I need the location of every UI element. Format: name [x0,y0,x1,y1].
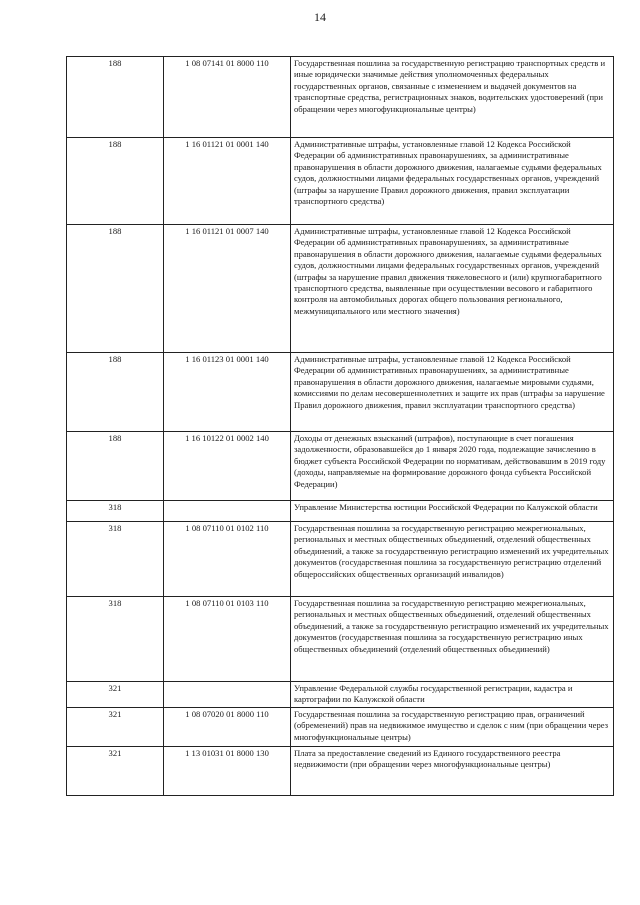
table-row [67,432,614,501]
budget-code-cell: 1 16 01123 01 0001 140 [164,353,291,432]
table-row [67,501,614,522]
revenue-name-cell: Государственная пошлина за государственную регистрацию межрегиональных, региональных и местных общественных объединений, отделений общественных объединений, а также за государственную регистрацию изменений их учредительных документов (государственная пошлина за государственную регистрацию отделений общероссийских общественных организаций инвалидов) [291,522,614,597]
admin-code-cell: 321 [67,707,164,746]
table-row [67,597,614,682]
admin-code-cell: 188 [67,432,164,501]
budget-code-cell: 1 08 07020 01 8000 110 [164,707,291,746]
admin-code-cell: 188 [67,138,164,225]
budget-code-cell [164,682,291,708]
admin-code-cell: 188 [67,353,164,432]
administrator-name-cell: Управление Министерства юстиции Российской Федерации по Калужской области [291,501,614,522]
revenue-name-cell: Доходы от денежных взысканий (штрафов), поступающие в счет погашения задолженности, образовавшейся до 1 января 2020 года, подлежащие зачислению в бюджет субъекта Российской Федерации по нормативам, действовавшим в 2019 году (доходы, направляемые на формирование дорожного фонда субъекта Российской Федерации) [291,432,614,501]
table-row [67,522,614,597]
revenue-name-cell: Административные штрафы, установленные главой 12 Кодекса Российской Федерации об административных правонарушениях, за административные правонарушения в области дорожного движения, налагаемые судьями федеральных судов, должностными лицами федеральных государственных органов, учреждений (штрафы за нарушение Правил дорожного движения, правил эксплуатации транспортного средства) [291,138,614,225]
admin-code-cell: 188 [67,57,164,138]
table-row [67,682,614,708]
budget-code-cell: 1 13 01031 01 8000 130 [164,746,291,795]
budget-code-cell: 1 08 07110 01 0102 110 [164,522,291,597]
admin-code-cell: 188 [67,225,164,353]
revenue-name-cell: Административные штрафы, установленные главой 12 Кодекса Российской Федерации об административных правонарушениях, за административные правонарушения в области дорожного движения, налагаемые мировыми судьями, комиссиями по делам несовершеннолетних и защите их прав (штрафы за нарушение Правил дорожного движения, правил эксплуатации транспортного средства) [291,353,614,432]
budget-code-cell [164,501,291,522]
budget-code-cell: 1 08 07141 01 8000 110 [164,57,291,138]
budget-code-cell: 1 16 01121 01 0007 140 [164,225,291,353]
table-row [67,353,614,432]
admin-code-cell: 318 [67,522,164,597]
revenue-name-cell: Административные штрафы, установленные главой 12 Кодекса Российской Федерации об административных правонарушениях, за административные правонарушения в области дорожного движения, налагаемые судьями федеральных судов, должностными лицами федеральных государственных органов, учреждений (штрафы за нарушение правил движения тяжеловесного и (или) крупногабаритного транспортного средства, выявленные при осуществлении весового и габаритного контроля на автомобильных дорогах общего пользования регионального, межмуниципального или местного значения) [291,225,614,353]
admin-code-cell: 318 [67,597,164,682]
revenue-name-cell: Государственная пошлина за государственную регистрацию прав, ограничений (обременений) прав на недвижимое имущество и сделок с ним (при обращении через многофункциональные центры) [291,707,614,746]
admin-code-cell: 321 [67,682,164,708]
budget-code-cell: 1 16 01121 01 0001 140 [164,138,291,225]
revenue-name-cell: Государственная пошлина за государственную регистрацию транспортных средств и иные юридически значимые действия уполномоченных федеральных государственных органов, связанные с изменением и выдачей документов на транспортные средства, регистрационных знаков, водительских удостоверений (при обращении через многофункциональные центры) [291,57,614,138]
revenue-name-cell: Государственная пошлина за государственную регистрацию межрегиональных, региональных и местных общественных объединений, отделений общественных объединений, а также за государственную регистрацию изменений их учредительных документов (государственная пошлина за государственную регистрацию иных общественных объединений (отделений общественных объединений) [291,597,614,682]
table-row [67,138,614,225]
revenue-name-cell: Плата за предоставление сведений из Единого государственного реестра недвижимости (при обращении через многофункциональные центры) [291,746,614,795]
table-row [67,225,614,353]
budget-code-cell: 1 16 10122 01 0002 140 [164,432,291,501]
admin-code-cell: 321 [67,746,164,795]
budget-code-cell: 1 08 07110 01 0103 110 [164,597,291,682]
administrator-name-cell: Управление Федеральной службы государственной регистрации, кадастра и картографии по Калужской области [291,682,614,708]
table-row [67,57,614,138]
revenue-codes-table [66,56,614,796]
admin-code-cell: 318 [67,501,164,522]
table-row [67,707,614,746]
table-row [67,746,614,795]
page-number: 14 [314,10,326,24]
